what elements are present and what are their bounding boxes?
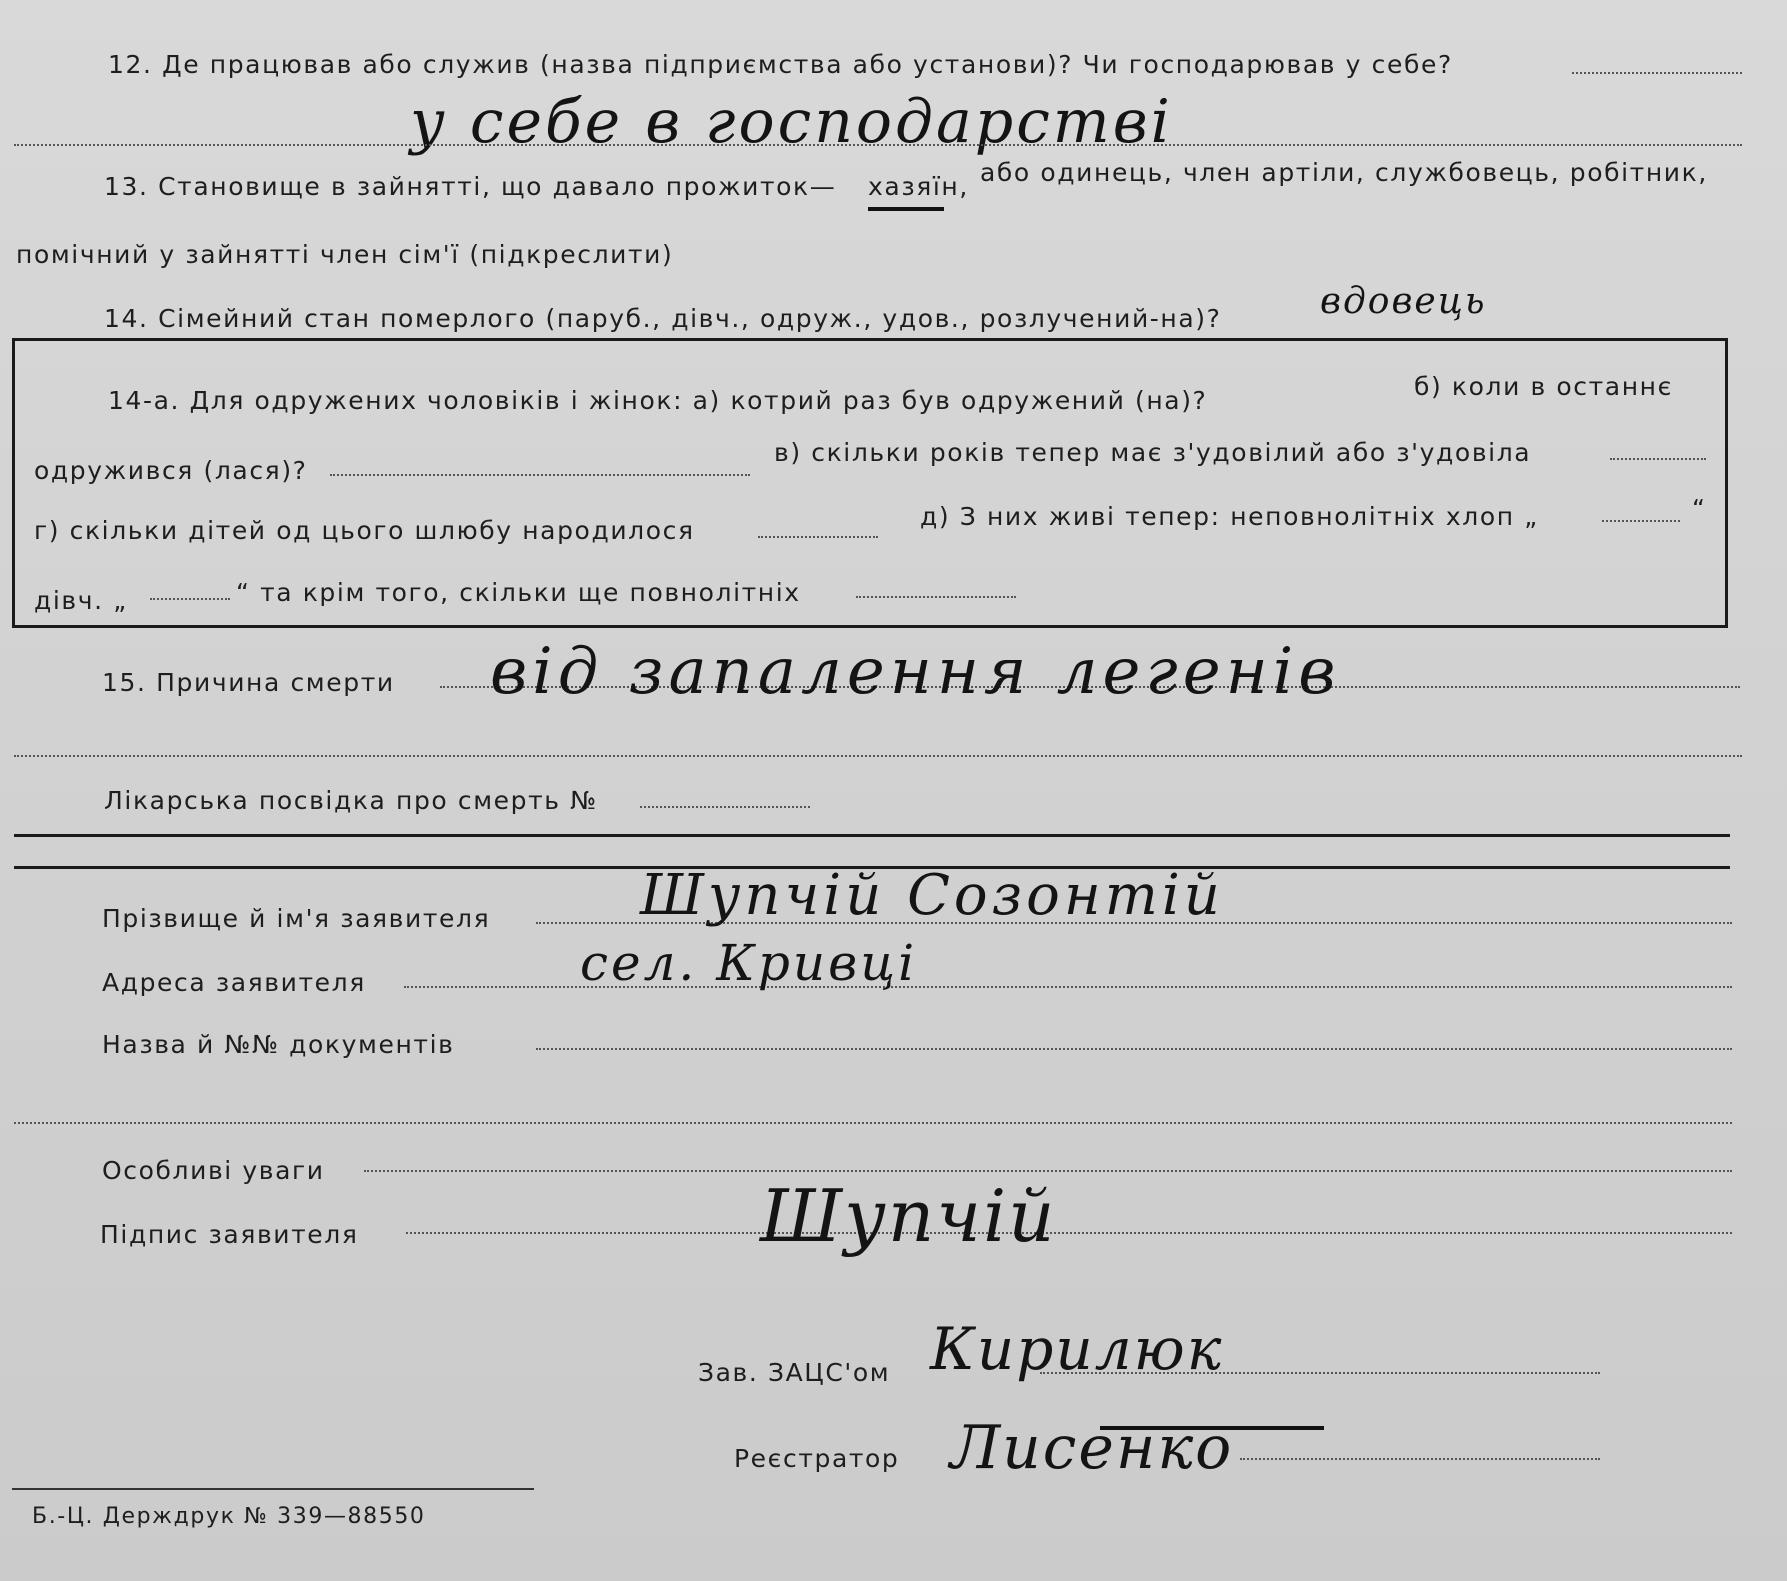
- medical-certificate-label: Лікарська посвідка про смерть №: [104, 786, 598, 815]
- q13-option-khaziain: хазяїн,: [868, 172, 969, 201]
- q14a-line4a: дівч. „: [34, 586, 128, 615]
- q14a-line3-field: [758, 536, 878, 538]
- head-signature: Кирилюк: [930, 1315, 1224, 1383]
- q14-label: 14. Сімейний стан померлого (паруб., дівч., одруж., удов., розлучений-на)?: [104, 304, 1222, 333]
- q14-handwritten-answer: вдовець: [1320, 281, 1487, 322]
- applicant-address-handwritten: сел. Кривці: [580, 934, 918, 992]
- q13-label-prefix: 13. Становище в зайнятті, що давало прожиток—: [104, 172, 837, 201]
- q14a-line2-field: [330, 474, 750, 476]
- q14a-line2a: одружився (лася)?: [34, 456, 308, 485]
- footer-rule: [12, 1488, 534, 1490]
- q13-label-suffix: або одинець, член артіли, службовець, робітник,: [980, 158, 1708, 187]
- q15-label: 15. Причина смерти: [102, 668, 395, 697]
- signature-label: Підпис заявителя: [100, 1220, 359, 1249]
- divider-top: [14, 834, 1730, 837]
- medical-certificate-line: [640, 806, 810, 808]
- q15-handwritten-answer: від запалення легенів: [490, 635, 1341, 709]
- q14a-line4b: “ та крім того, скільки ще повнолітніх: [236, 578, 801, 607]
- registrar-signature-stroke: [1100, 1426, 1324, 1430]
- q14a-line3b-field: [1602, 520, 1680, 522]
- documents-line-2: [14, 1122, 1732, 1124]
- q12-line: [1572, 72, 1742, 74]
- head-label: Зав. ЗАЦС'ом: [698, 1358, 891, 1387]
- applicant-name-label: Прізвище й ім'я заявителя: [102, 904, 491, 933]
- q14a-line3a: г) скільки дітей од цього шлюбу народилося: [34, 516, 695, 545]
- registrar-label: Реєстратор: [734, 1444, 900, 1473]
- q14a-line1b: б) коли в останнє: [1414, 372, 1673, 401]
- q12-label: 12. Де працював або служив (назва підприємства або установи)? Чи господарював у себе?: [108, 50, 1453, 79]
- signature-line: [406, 1232, 1732, 1234]
- documents-line: [536, 1048, 1732, 1050]
- notes-label: Особливі уваги: [102, 1156, 325, 1185]
- q14a-line4-field: [150, 598, 230, 600]
- applicant-address-label: Адреса заявителя: [102, 968, 366, 997]
- documents-label: Назва й №№ документів: [102, 1030, 455, 1059]
- q14a-line2b: в) скільки років тепер має з'удовілий або з'удовіла: [774, 438, 1532, 467]
- q12-answer-line: [14, 144, 1742, 146]
- print-info: Б.-Ц. Держдрук № 339—88550: [32, 1504, 426, 1529]
- registrar-signature: Лисенко: [950, 1413, 1234, 1483]
- notes-line: [364, 1170, 1732, 1172]
- q12-handwritten-answer: у себе в господарстві: [410, 87, 1173, 157]
- q14a-line4b-field: [856, 596, 1016, 598]
- q13-label-line2: помічний у зайнятті член сім'ї (підкреслити): [16, 240, 674, 269]
- q14a-line3c: “: [1692, 494, 1707, 523]
- q15-answer-line: [14, 755, 1742, 757]
- q14a-line1a: 14-а. Для одружених чоловіків і жінок: а) котрий раз був одружений (на)?: [108, 386, 1208, 415]
- registrar-line: [1240, 1458, 1600, 1460]
- q14a-line2b-field: [1610, 458, 1706, 460]
- applicant-signature: Шупчій: [760, 1174, 1057, 1258]
- applicant-name-handwritten: Шупчій Созонтій: [640, 863, 1224, 928]
- q14a-line3b: д) З них живі тепер: неповнолітніх хлоп „: [920, 502, 1539, 531]
- q13-underline-mark: [868, 207, 944, 211]
